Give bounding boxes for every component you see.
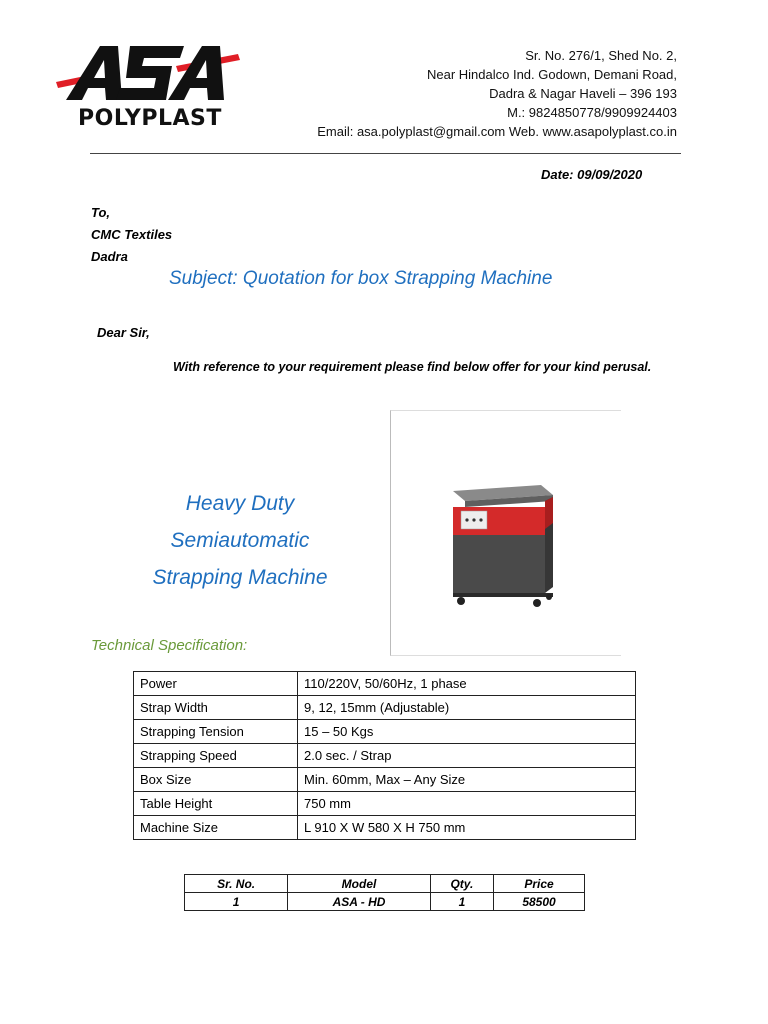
spec-label: Strapping Tension xyxy=(134,720,298,744)
cell-sr-no: 1 xyxy=(185,893,288,911)
cell-price: 58500 xyxy=(494,893,585,911)
product-heading xyxy=(140,485,340,596)
table-row xyxy=(134,672,636,696)
header-model: Model xyxy=(288,875,431,893)
subject-line: Subject: Quotation for box Strapping Machine xyxy=(169,268,553,289)
spec-value: 750 mm xyxy=(298,792,636,816)
address-line: Dadra & Nagar Haveli – 396 193 xyxy=(489,86,677,101)
spec-value: 15 – 50 Kgs xyxy=(298,720,636,744)
header-divider xyxy=(90,153,681,154)
spec-label: Machine Size xyxy=(134,816,298,840)
price-table xyxy=(184,874,585,911)
company-name: POLYPLAST xyxy=(78,106,222,131)
address-line: Sr. No. 276/1, Shed No. 2, xyxy=(525,48,677,63)
product-heading-line: Heavy Duty xyxy=(185,492,295,515)
tech-spec-title: Technical Specification: xyxy=(91,637,248,654)
spec-label: Strap Width xyxy=(134,696,298,720)
spec-label: Strapping Speed xyxy=(134,744,298,768)
table-row xyxy=(185,893,585,911)
product-heading-line: Strapping Machine xyxy=(152,566,328,589)
header-price: Price xyxy=(494,875,585,893)
spec-label: Box Size xyxy=(134,768,298,792)
table-row xyxy=(134,816,636,840)
product-image-frame xyxy=(390,410,621,656)
spec-label: Table Height xyxy=(134,792,298,816)
table-row xyxy=(134,720,636,744)
quotation-date: Date: 09/09/2020 xyxy=(541,167,643,182)
recipient-block xyxy=(91,202,172,268)
salutation: Dear Sir, xyxy=(97,325,150,340)
email-web-line: Email: asa.polyplast@gmail.com Web. www.asapolyplast.co.in xyxy=(317,124,677,139)
product-heading-line: Semiautomatic xyxy=(170,529,310,552)
spec-value: L 910 X W 580 X H 750 mm xyxy=(298,816,636,840)
specification-table xyxy=(133,671,636,840)
table-row xyxy=(134,792,636,816)
price-header-row xyxy=(185,875,585,893)
cell-qty: 1 xyxy=(430,893,493,911)
address-line: Near Hindalco Ind. Godown, Demani Road, xyxy=(426,67,677,82)
recipient-city: Dadra xyxy=(91,249,128,264)
header-sr-no: Sr. No. xyxy=(185,875,288,893)
header-qty: Qty. xyxy=(430,875,493,893)
cell-model: ASA - HD xyxy=(288,893,431,911)
recipient-name: CMC Textiles xyxy=(91,227,173,242)
recipient-line: To, xyxy=(91,205,111,220)
table-row xyxy=(134,768,636,792)
spec-label: Power xyxy=(134,672,298,696)
table-row xyxy=(134,696,636,720)
spec-value: Min. 60mm, Max – Any Size xyxy=(298,768,636,792)
phone-line: M.: 9824850778/9909924403 xyxy=(507,105,677,120)
strapping-machine-illustration xyxy=(391,411,621,655)
spec-value: 2.0 sec. / Strap xyxy=(298,744,636,768)
company-address xyxy=(317,46,677,141)
spec-value: 9, 12, 15mm (Adjustable) xyxy=(298,696,636,720)
table-row xyxy=(134,744,636,768)
spec-value: 110/220V, 50/60Hz, 1 phase xyxy=(298,672,636,696)
reference-text: With reference to your requirement please find below offer for your kind perusal. xyxy=(173,360,652,374)
